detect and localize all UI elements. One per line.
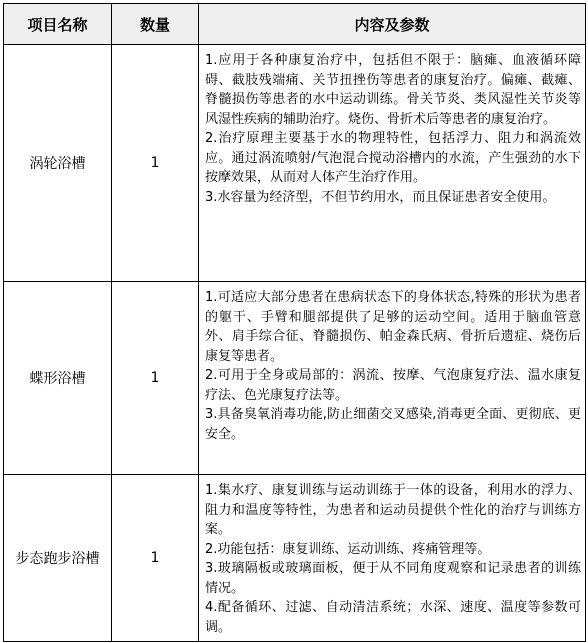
content-paragraph: 3.具备臭氧消毒功能,防止细菌交叉感染,消毒更全面、更彻底、更安全。 bbox=[205, 407, 581, 442]
equipment-spec-table bbox=[3, 3, 586, 642]
content-paragraph: 3.玻璃隔板或玻璃面板，便于从不同角度观察和记录患者的训练情况。 bbox=[205, 561, 581, 596]
table-row bbox=[4, 282, 586, 475]
item-quantity: 1 bbox=[112, 45, 199, 282]
content-paragraph: 4.配备循环、过滤、自动清洁系统；水深、速度、温度等参数可调。 bbox=[205, 600, 581, 635]
content-paragraph: 1.可适应大部分患者在患病状态下的身体状态,特殊的形状为患者的躯干、手臂和腿部提供了足够的运动空间。适用于脑血管意外、肩手综合征、脊髓损伤、帕金森氏病、骨折后遗症、烧伤后康复等患者。 bbox=[205, 290, 581, 364]
table-header-row bbox=[4, 4, 586, 45]
content-paragraph: 1.应用于各种康复治疗中，包括但不限于：脑瘫、血液循环障碍、截肢残端痛、关节扭挫伤等患者的康复治疗。偏瘫、截瘫、脊髓损伤等患者的水中运动训练。骨关节炎、类风湿性关节炎等风湿性疾病的辅助治疗。烧伤、骨折术后等患者的康复治疗。 bbox=[205, 53, 581, 127]
table-row bbox=[4, 475, 586, 642]
item-quantity: 1 bbox=[112, 282, 199, 475]
table-row bbox=[4, 45, 586, 282]
header-content: 内容及参数 bbox=[199, 4, 586, 45]
item-quantity: 1 bbox=[112, 475, 199, 642]
item-content bbox=[199, 45, 586, 282]
header-quantity: 数量 bbox=[112, 4, 199, 45]
content-paragraph: 1.集水疗、康复训练与运动训练于一体的设备，利用水的浮力、阻力和温度等特性，为患者和运动员提供个性化的治疗与训练方案。 bbox=[205, 483, 581, 537]
header-item-name: 项目名称 bbox=[4, 4, 112, 45]
item-name: 涡轮浴槽 bbox=[4, 45, 112, 282]
item-content bbox=[199, 475, 586, 642]
item-name: 蝶形浴槽 bbox=[4, 282, 112, 475]
item-content bbox=[199, 282, 586, 475]
content-paragraph: 2.治疗原理主要基于水的物理特性，包括浮力、阻力和涡流效应。通过涡流喷射/气泡混合搅动浴槽内的水流，产生强劲的水下按摩效果，从而对人体产生治疗作用。 bbox=[205, 131, 581, 185]
content-paragraph: 2.功能包括：康复训练、运动训练、疼痛管理等。 bbox=[205, 541, 491, 557]
content-paragraph: 3.水容量为经济型，不但节约用水，而且保证患者安全使用。 bbox=[205, 189, 556, 205]
item-name: 步态跑步浴槽 bbox=[4, 475, 112, 642]
content-paragraph: 2.可用于全身或局部的：涡流、按摩、气泡康复疗法、温水康复疗法、色光康复疗法等。 bbox=[205, 368, 581, 403]
